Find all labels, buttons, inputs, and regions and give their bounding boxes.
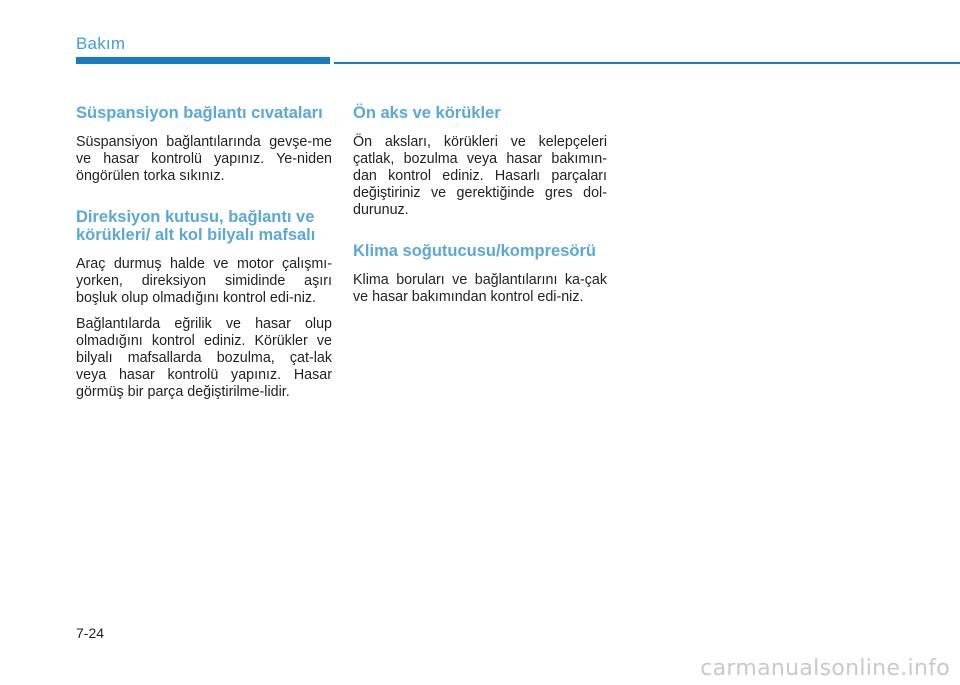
heading-steering-box: Direksiyon kutusu, bağlantı ve körükleri/ alt kol bilyalı mafsalı [76, 208, 316, 244]
paragraph: Araç durmuş halde ve motor çalışmı-yorken, direksiyon simidinde aşırı boşluk olup olmadığını kontrol edi-niz. [76, 256, 332, 306]
section-title: Bakım [76, 34, 126, 53]
spacer [76, 194, 332, 208]
section-suspension [76, 104, 332, 185]
paragraph: Süspansiyon bağlantılarında gevşe-me ve hasar kontrolü yapınız. Ye-niden öngörülen torka sıkınız. [76, 134, 332, 184]
paragraph: Klima boruları ve bağlantılarını ka-çak ve hasar bakımından kontrol edi-niz. [353, 272, 607, 305]
page-number: 7-24 [76, 625, 105, 641]
left-column [76, 104, 332, 410]
header-rule-thick [76, 57, 330, 64]
watermark: carmanualsonline.info [700, 656, 950, 681]
spacer [353, 228, 607, 242]
section-ac-compressor [353, 242, 607, 306]
section-front-axle [353, 104, 607, 219]
heading-front-axle: Ön aks ve körükler [353, 104, 501, 122]
section-steering [76, 208, 332, 401]
right-column [353, 104, 607, 315]
heading-ac-compressor: Klima soğutucusu/kompresörü [353, 242, 596, 260]
paragraph: Bağlantılarda eğrilik ve hasar olup olmadığını kontrol ediniz. Körükler ve bilyalı mafsallarda bozulma, çat-lak veya hasar kontrolü yapınız. Hasar görmüş bir parça değiştirilme-lidir. [76, 316, 332, 400]
heading-suspension-bolts: Süspansiyon bağlantı cıvataları [76, 104, 323, 122]
paragraph: Ön aksları, körükleri ve kelepçeleri çatlak, bozulma veya hasar bakımın-dan kontrol ediniz. Hasarlı parçaları değiştiriniz ve gerektiğinde gres dol-durunuz. [353, 134, 607, 218]
header-rule-thin [334, 62, 960, 64]
